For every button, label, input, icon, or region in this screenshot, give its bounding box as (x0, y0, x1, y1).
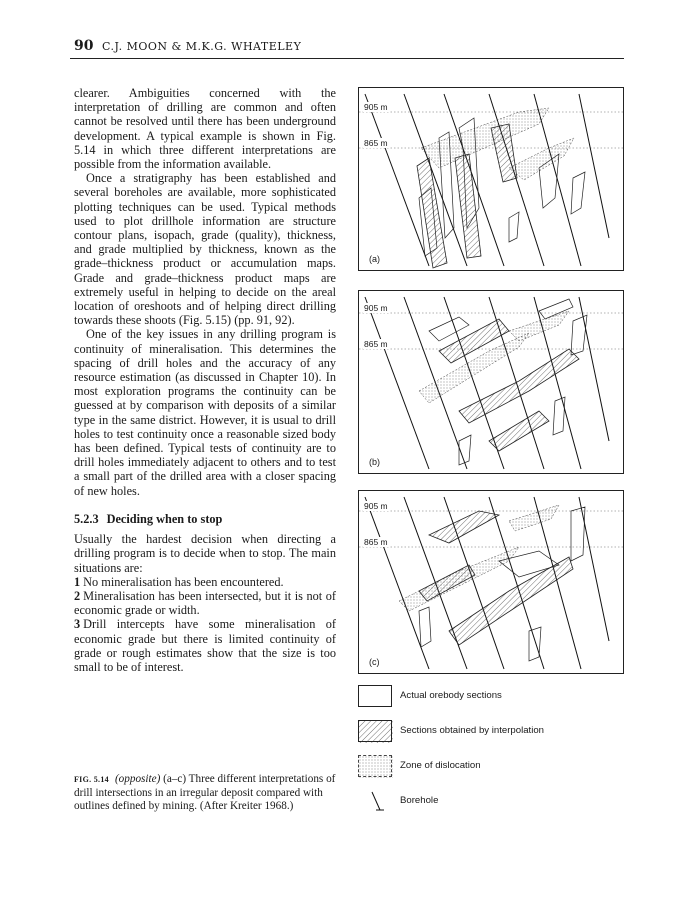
interpolated-sections (419, 511, 573, 645)
legend-item-interpolation (358, 720, 624, 744)
boreholes (365, 497, 609, 669)
running-header (70, 36, 624, 59)
paragraph: Once a stratigraphy has been established and several boreholes are available, more sophisticated plotting techniques can be used. Typical methods used to plot drillhole information are structure contour plans, isopach, grade (quality), thickness, and grade multiplied by thickness, known as the grade–thickness product or accumulation maps. Grade and grade–thickness product maps are extremely useful in helping to decide on the areal location of oreshoots and of helping direct drilling towards these shoots (Fig. 5.15) (pp. 91, 92). (74, 171, 336, 328)
caption-text: (a–c) Three different interpretations of drill intersections in an irregular deposit compared with outlines defined by mining. (After Kreiter 1968.) (74, 773, 336, 813)
figure-tag: FIG. 5.14 (74, 775, 109, 784)
level-label-upper: 905 m (364, 303, 388, 313)
panel-b-drawing (359, 291, 625, 475)
level-label-lower: 865 m (364, 138, 388, 148)
legend-label: Sections obtained by interpolation (400, 725, 545, 736)
running-head: C.J. MOON & M.K.G. WHATELEY (102, 40, 302, 53)
legend-item-actual (358, 685, 624, 709)
legend-item-borehole (358, 790, 624, 814)
solid-outline-icon (358, 685, 392, 707)
page-number: 90 (74, 38, 94, 54)
legend-label: Borehole (400, 795, 439, 806)
paragraph: clearer. Ambiguities concerned with the interpretation of drilling are common and often cannot be resolved until there has been underground development. A typical example is shown in Fig. 5.14 in which three different interpretations are possible from the information available. (74, 86, 336, 172)
boreholes (365, 94, 609, 266)
caption-opposite: (opposite) (114, 773, 161, 785)
level-label-upper: 905 m (364, 501, 388, 511)
paragraph: One of the key issues in any drilling program is continuity of mineralisation. This determines the spacing of drill holes and the accuracy of any resource estimation (as discussed in Chapter 10). In most exploration programs the continuity can be guessed at by comparison with deposits of a similar type in the same district. However, it is usual to drill holes to test continuity once a reasonable sized body has been defined. Typical tests of continuity are to drill holes immediately adjacent to others and to test a small part of the drilled area with a closer spacing of new holes. (74, 327, 336, 498)
level-label-lower: 865 m (364, 339, 388, 349)
figure-caption (74, 773, 336, 814)
dotted-zone-icon (358, 755, 392, 777)
section-title: Deciding when to stop (106, 511, 223, 526)
panel-a-drawing (359, 88, 625, 272)
figure-panel-c (358, 490, 624, 674)
panel-label: (a) (369, 254, 380, 264)
panel-label: (b) (369, 457, 380, 467)
text-column (74, 86, 336, 674)
paragraph: Usually the hardest decision when directing a drilling program is to decide when to stop. The main situations are: (74, 532, 336, 575)
section-heading (74, 512, 336, 526)
level-label-upper: 905 m (364, 102, 388, 112)
borehole-icon (358, 790, 392, 812)
list-item: 3 Drill intercepts have some mineralisation of economic grade but there is limited continuity of grade or rough estimates show that the size is too small to be of interest. (74, 617, 336, 674)
panel-c-drawing (359, 491, 625, 675)
legend-item-dislocation (358, 755, 624, 779)
level-label-lower: 865 m (364, 537, 388, 547)
list-item: 2 Mineralisation has been intersected, but it is not of economic grade or width. (74, 588, 336, 618)
legend-label: Actual orebody sections (400, 690, 502, 701)
boreholes (365, 297, 609, 469)
figure-panel-a (358, 87, 624, 271)
section-number: 5.2.3 (74, 511, 99, 526)
figure-panel-b (358, 290, 624, 474)
legend-label: Zone of dislocation (400, 760, 481, 771)
hatched-box-icon (358, 720, 392, 742)
list-item: 1 No mineralisation has been encountered. (74, 574, 284, 589)
panel-label: (c) (369, 657, 380, 667)
